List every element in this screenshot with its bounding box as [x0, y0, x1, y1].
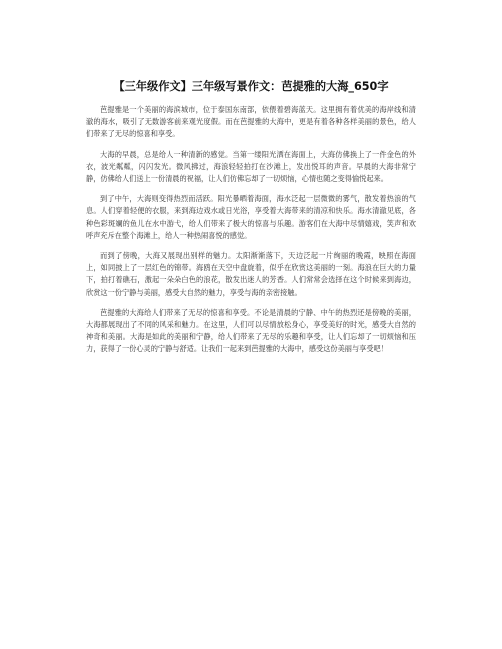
document-title: 【三年级作文】三年级写景作文：芭提雅的大海_650字	[113, 80, 389, 93]
paragraph-4: 而到了傍晚，大海又展现出别样的魅力。太阳渐渐落下，天边泛起一片绚丽的晚霞，映照在海面上，如同披上了一层红色的锦带。海鸥在天空中盘旋着，似乎在欣赏这美丽的一刻。海浪在巨大的力量下，拍打着礁石，激起一朵朵白色的浪花，散发出迷人的芳香。人们常常会选择在这个时候来到海边，欣赏这一份宁静与美丽，感受大自然的魅力，享受与海的亲密接触。	[86, 251, 416, 297]
document-page	[86, 80, 416, 364]
paragraph-2: 大海的早晨，总是给人一种清新的感觉。当第一缕阳光洒在海面上，大海仿佛换上了一件金色的外衣，波光粼粼，闪闪发光。微风拂过，海浪轻轻拍打在沙滩上，发出悦耳的声音。早晨的大海非常宁静，仿佛给人们送上一份清晨的祝福，让人们仿佛忘却了一切烦恼，心情也随之变得愉悦起来。	[86, 149, 416, 184]
paragraph-3: 到了中午，大海则变得热烈而活跃。阳光暴晒着海面，海水泛起一层微微的雾气，散发着热浪的气息。人们穿着轻便的衣服，来到海边戏水或日光浴，享受着大海带来的清凉和快乐。海水清澈见底，各种色彩斑斓的鱼儿在水中游弋，给人们带来了极大的惊喜与乐趣。游客们在大海中尽情嬉戏，笑声和欢呼声充斥在整个海滩上，给人一种热闹喜悦的感觉。	[86, 194, 416, 240]
paragraph-1: 芭提雅是一个美丽的海滨城市，位于泰国东南部，依偎着碧海蓝天。这里拥有着优美的海岸线和清澈的海水，吸引了无数游客前来观光度假。而在芭提雅的大海中，更是有着各种各样美丽的景色，给人们带来了无尽的惊喜和享受。	[86, 105, 416, 139]
paragraph-5: 芭提雅的大海给人们带来了无尽的惊喜和享受。不论是清晨的宁静、中午的热烈还是傍晚的美丽，大海都展现出了不同的风采和魅力。在这里，人们可以尽情放松身心，享受美好的时光，感受大自然的神奇和美丽。大海是如此的美丽和宁静，给人们带来了无尽的乐趣和享受，让人们忘却了一切烦恼和压力，获得了一份心灵的宁静与舒适。让我们一起来到芭提雅的大海中，感受这份美丽与享受吧！	[86, 307, 416, 354]
